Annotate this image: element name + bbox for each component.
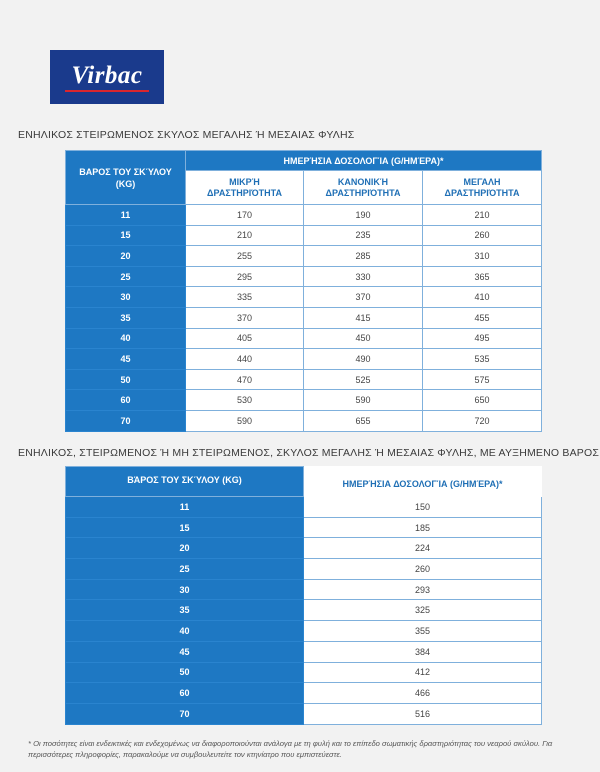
dosage-table-overweight [65, 466, 542, 725]
weight-cell: 11 [66, 205, 186, 226]
low-activity-cell: 590 [186, 410, 304, 431]
virbac-logo [50, 50, 164, 104]
weight-cell: 40 [66, 621, 304, 642]
low-activity-cell: 370 [186, 307, 304, 328]
weight-cell: 30 [66, 287, 186, 308]
weight-cell: 20 [66, 538, 304, 559]
normal-activity-cell: 655 [304, 410, 423, 431]
table-row [66, 662, 542, 683]
high-activity-cell: 210 [423, 205, 542, 226]
table-row [66, 410, 542, 431]
dose-cell: 516 [304, 703, 542, 724]
normal-activity-cell: 330 [304, 266, 423, 287]
table-row [66, 538, 542, 559]
dosage-table-sterilized [65, 150, 542, 432]
weight-cell: 35 [66, 307, 186, 328]
weight-cell: 70 [66, 703, 304, 724]
weight-cell: 60 [66, 683, 304, 704]
table-row [66, 205, 542, 226]
low-activity-cell: 530 [186, 390, 304, 411]
table-row [66, 390, 542, 411]
logo-text: Virbac [71, 61, 143, 89]
table-row [66, 579, 542, 600]
weight-cell: 30 [66, 579, 304, 600]
high-activity-cell: 365 [423, 266, 542, 287]
dose-cell: 185 [304, 517, 542, 538]
column-low-activity: ΜΙΚΡΉ ΔΡΑΣΤΗΡΙΌΤΗΤΑ [186, 171, 304, 205]
normal-activity-cell: 490 [304, 349, 423, 370]
high-activity-cell: 260 [423, 225, 542, 246]
table-row [66, 349, 542, 370]
normal-activity-cell: 415 [304, 307, 423, 328]
high-activity-cell: 720 [423, 410, 542, 431]
table1-title: ΕΝΗΛΙΚΟΣ ΣΤΕΙΡΩΜΕΝΟΣ ΣΚΥΛΟΣ ΜΕΓΑΛΗΣ Ή ΜΕΣΑΙΑΣ ΦΥΛΗΣ [18, 129, 355, 141]
low-activity-cell: 170 [186, 205, 304, 226]
normal-activity-cell: 450 [304, 328, 423, 349]
table-row [66, 559, 542, 580]
table-row [66, 369, 542, 390]
table-row [66, 600, 542, 621]
table-row [66, 517, 542, 538]
weight-cell: 45 [66, 641, 304, 662]
logo-underline [65, 90, 149, 92]
weight-header: ΒΆΡΟΣ ΤΟΥ ΣΚΎΛΟΥ (KG) [66, 467, 304, 497]
low-activity-cell: 210 [186, 225, 304, 246]
normal-activity-cell: 370 [304, 287, 423, 308]
weight-cell: 25 [66, 266, 186, 287]
dose-cell: 466 [304, 683, 542, 704]
table-row [66, 225, 542, 246]
normal-activity-cell: 525 [304, 369, 423, 390]
weight-cell: 11 [66, 497, 304, 518]
weight-cell: 45 [66, 349, 186, 370]
weight-cell: 15 [66, 225, 186, 246]
dose-cell: 412 [304, 662, 542, 683]
dose-cell: 224 [304, 538, 542, 559]
weight-cell: 50 [66, 662, 304, 683]
table-row [66, 246, 542, 267]
dose-header: ΗΜΕΡΉΣΙΑ ΔΟΣΟΛΟΓΊΑ (G/ΗΜΈΡΑ)* [304, 467, 542, 497]
table2-title: ΕΝΗΛΙΚΟΣ, ΣΤΕΙΡΩΜΕΝΟΣ Ή ΜΗ ΣΤΕΙΡΩΜΕΝΟΣ, ΣΚΥΛΟΣ ΜΕΓΑΛΗΣ Ή ΜΕΣΑΙΑΣ ΦΥΛΗΣ, ΜΕ ΑΥΞΗΜΕΝΟ ΒΑΡΟΣ [18, 447, 600, 459]
normal-activity-cell: 235 [304, 225, 423, 246]
normal-activity-cell: 285 [304, 246, 423, 267]
low-activity-cell: 440 [186, 349, 304, 370]
low-activity-cell: 470 [186, 369, 304, 390]
table-row [66, 497, 542, 518]
dose-cell: 355 [304, 621, 542, 642]
high-activity-cell: 575 [423, 369, 542, 390]
weight-cell: 70 [66, 410, 186, 431]
low-activity-cell: 405 [186, 328, 304, 349]
weight-cell: 50 [66, 369, 186, 390]
table-row [66, 307, 542, 328]
high-activity-cell: 410 [423, 287, 542, 308]
column-normal-activity: ΚΑΝΟΝΙΚΉ ΔΡΑΣΤΗΡΙΌΤΗΤΑ [304, 171, 423, 205]
weight-cell: 40 [66, 328, 186, 349]
weight-cell: 20 [66, 246, 186, 267]
table-row [66, 703, 542, 724]
table-row [66, 287, 542, 308]
dose-cell: 293 [304, 579, 542, 600]
table-row [66, 266, 542, 287]
table-row [66, 683, 542, 704]
dose-header: ΗΜΕΡΉΣΙΑ ΔΟΣΟΛΟΓΊΑ (G/ΗΜΈΡΑ)* [186, 151, 542, 171]
weight-cell: 25 [66, 559, 304, 580]
high-activity-cell: 455 [423, 307, 542, 328]
weight-cell: 15 [66, 517, 304, 538]
high-activity-cell: 310 [423, 246, 542, 267]
dose-cell: 384 [304, 641, 542, 662]
dose-cell: 325 [304, 600, 542, 621]
low-activity-cell: 335 [186, 287, 304, 308]
table-row [66, 328, 542, 349]
dose-cell: 260 [304, 559, 542, 580]
high-activity-cell: 535 [423, 349, 542, 370]
weight-cell: 35 [66, 600, 304, 621]
high-activity-cell: 650 [423, 390, 542, 411]
table-row [66, 621, 542, 642]
low-activity-cell: 295 [186, 266, 304, 287]
table-row [66, 641, 542, 662]
high-activity-cell: 495 [423, 328, 542, 349]
low-activity-cell: 255 [186, 246, 304, 267]
footnote: * Οι ποσότητες είναι ενδεικτικές και ενδεχομένως να διαφοροποιούνται ανάλογα με τη φυλή και το επίπεδο σωματικής δραστηριότητας του νεαρού σκύλου. Για περισσότερες πληροφορίες, παρακαλούμε να συμβουλευτείτε τον κτηνίατρο που εμπιστεύεστε. [28, 739, 553, 759]
weight-header: ΒΑΡΟΣ ΤΟΥ ΣΚΎΛΟΥ (KG) [66, 151, 186, 205]
normal-activity-cell: 590 [304, 390, 423, 411]
dose-cell: 150 [304, 497, 542, 518]
column-high-activity: ΜΕΓΑΛΗ ΔΡΑΣΤΗΡΙΌΤΗΤΑ [423, 171, 542, 205]
weight-cell: 60 [66, 390, 186, 411]
normal-activity-cell: 190 [304, 205, 423, 226]
